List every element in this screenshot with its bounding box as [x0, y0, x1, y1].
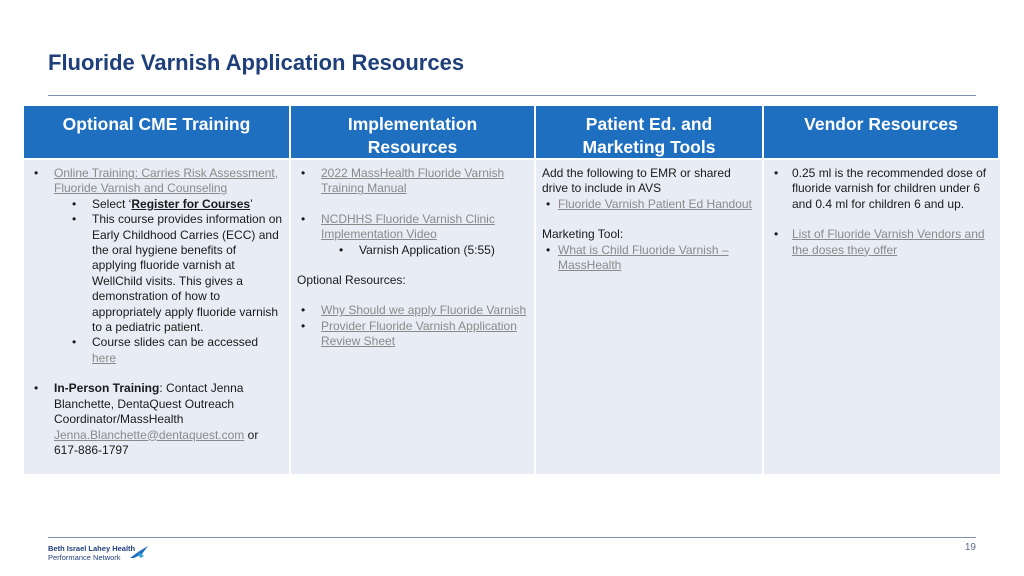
training-manual-link[interactable]: 2022 MassHealth Fluoride Varnish Training Manual — [321, 166, 505, 196]
cell-vendor — [764, 158, 1000, 474]
register-for-courses-text: Register for Courses — [131, 196, 251, 211]
in-person-training-label: In-Person Training — [54, 381, 160, 396]
header-patient-ed: Patient Ed. and Marketing Tools — [536, 106, 764, 158]
list-item — [30, 212, 283, 335]
list-item — [30, 335, 283, 366]
email-link[interactable]: Jenna.Blanchette@dentaquest.com — [54, 427, 245, 442]
header-cme: Optional CME Training — [24, 106, 291, 158]
vendors-list-link[interactable]: List of Fluoride Varnish Vendors and the doses they offer — [792, 227, 985, 257]
course-slides-text: Course slides can be accessed — [92, 335, 259, 350]
marketing-tool-label: Marketing Tool: — [542, 227, 624, 242]
select-prefix: Select ‘ — [92, 196, 132, 211]
video-duration-text: Varnish Application (5:55) — [359, 242, 495, 257]
select-suffix: ’ — [250, 196, 253, 211]
patient-ed-handout-link[interactable]: Fluoride Varnish Patient Ed Handout — [558, 196, 752, 211]
list-item — [542, 197, 756, 212]
page-number: 19 — [964, 542, 976, 553]
logo-line-2: Performance Network — [48, 553, 121, 562]
phone-number: 617-886-1797 — [54, 442, 129, 457]
list-item — [30, 381, 283, 458]
review-sheet-link[interactable]: Provider Fluoride Varnish Application Review Sheet — [321, 318, 517, 349]
bird-logo-icon — [128, 544, 150, 562]
list-item — [297, 166, 528, 197]
marketing-link[interactable]: What is Child Fluoride Varnish – MassHealth — [558, 242, 729, 273]
beth-israel-logo — [48, 544, 158, 570]
emr-intro-text: Add the following to EMR or shared drive to include in AVS — [542, 166, 731, 196]
header-vendor: Vendor Resources — [764, 106, 1000, 158]
cell-patient-ed — [536, 158, 764, 474]
cell-cme — [24, 158, 291, 474]
header-implementation: Implementation Resources — [291, 106, 536, 158]
why-apply-link[interactable]: Why Should we apply Fluoride Varnish — [321, 303, 527, 318]
list-item — [770, 166, 994, 212]
online-training-link[interactable]: Online Training: Carries Risk Assessment, Fluoride Varnish and Counseling — [54, 166, 279, 196]
cell-implementation — [291, 158, 536, 474]
list-item — [542, 243, 756, 274]
course-description: This course provides information on Early Childhood Carries (ECC) and the oral hygiene benefits of applying fluoride varnish at WellChild visits. This gives a demonstration of how to appropriately apply fluoride varnish to a pediatric patient. — [92, 212, 283, 335]
footer-divider — [48, 537, 976, 538]
optional-resources-label: Optional Resources: — [297, 273, 406, 288]
resources-table — [24, 106, 1000, 474]
list-item — [297, 319, 528, 350]
title-divider — [48, 95, 976, 96]
list-item — [770, 227, 994, 258]
implementation-video-link[interactable]: NCDHHS Fluoride Varnish Clinic Implementation Video — [321, 211, 495, 242]
list-item — [297, 212, 528, 243]
logo-line-1: Beth Israel Lahey Health — [48, 544, 136, 553]
list-item — [30, 166, 283, 197]
list-item — [297, 303, 528, 318]
or-text: or — [244, 427, 259, 442]
list-item — [30, 197, 283, 212]
list-item — [297, 243, 528, 258]
dose-text: 0.25 ml is the recommended dose of fluoride varnish for children under 6 and 0.4 ml for children 6 and up. — [792, 166, 987, 211]
course-slides-link[interactable]: here — [92, 350, 117, 365]
in-person-training-text: : Contact Jenna Blanchette, DentaQuest Outreach Coordinator/MassHealth — [54, 381, 244, 427]
page-title: Fluoride Varnish Application Resources — [48, 50, 465, 75]
